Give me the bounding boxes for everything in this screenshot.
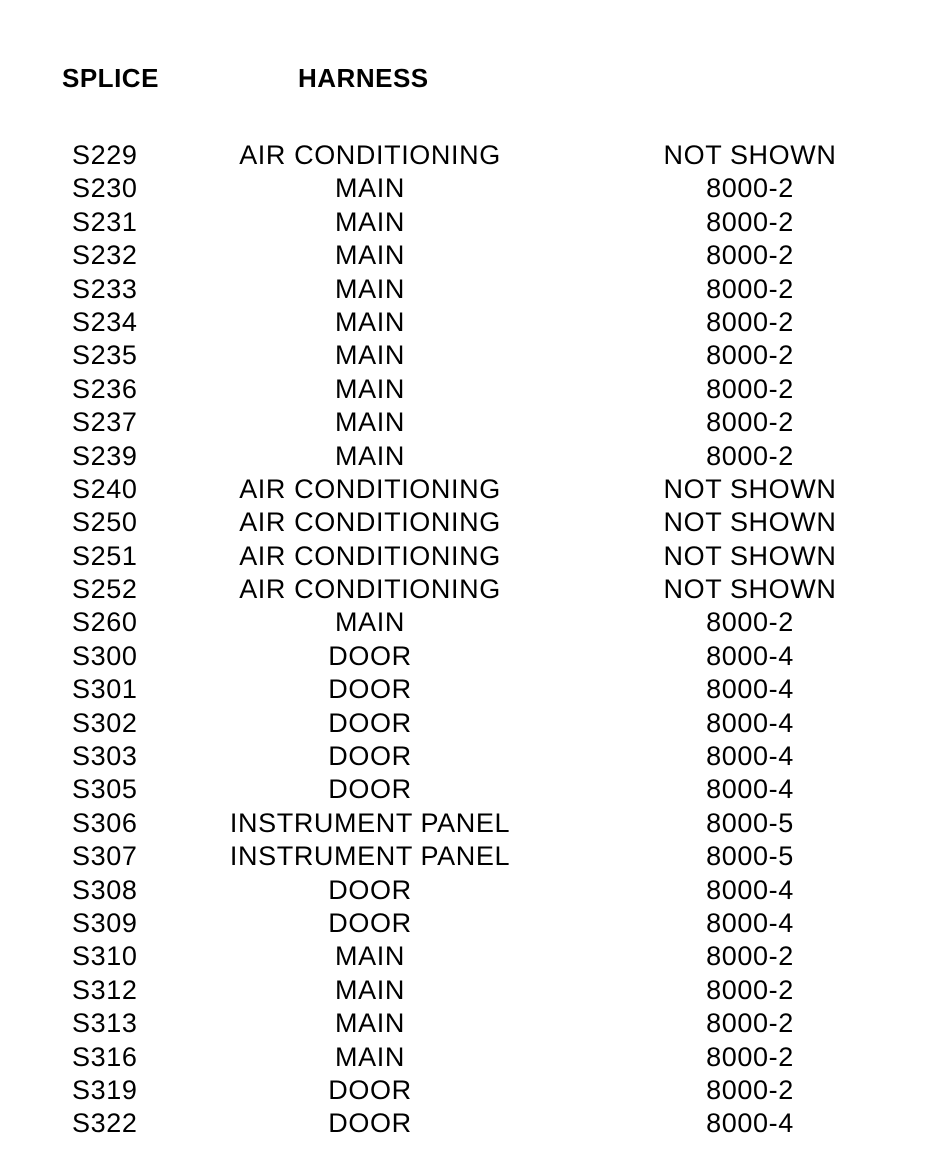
table-row: [0, 373, 928, 406]
harness-cell: DOOR: [328, 1074, 412, 1105]
harness-cell: MAIN: [335, 306, 405, 337]
figure-cell: 8000-4: [706, 774, 794, 805]
splice-column-header: SPLICE: [62, 63, 159, 93]
harness-cell: MAIN: [335, 240, 405, 271]
figure-cell: 8000-2: [706, 1008, 794, 1039]
figure-cell: 8000-2: [706, 373, 794, 404]
table-row: [0, 239, 928, 272]
table-row: [0, 172, 928, 205]
splice-cell: S301: [72, 674, 138, 705]
figure-cell: 8000-2: [706, 340, 794, 371]
figure-cell: 8000-2: [706, 173, 794, 204]
harness-cell: DOOR: [328, 674, 412, 705]
figure-cell: 8000-2: [706, 607, 794, 638]
splice-cell: S233: [72, 273, 138, 304]
harness-cell: AIR CONDITIONING: [239, 540, 501, 571]
harness-cell: MAIN: [335, 1041, 405, 1072]
table-row: [0, 440, 928, 473]
figure-cell: 8000-2: [706, 1074, 794, 1105]
splice-cell: S240: [72, 473, 138, 504]
splice-cell: S231: [72, 206, 138, 237]
table-row: [0, 1107, 928, 1140]
harness-cell: DOOR: [328, 707, 412, 738]
table-row: [0, 506, 928, 539]
table-row: [0, 306, 928, 339]
splice-cell: S230: [72, 173, 138, 204]
table-row: [0, 339, 928, 372]
harness-cell: MAIN: [335, 974, 405, 1005]
harness-cell: MAIN: [335, 407, 405, 438]
harness-column-header: HARNESS: [298, 63, 429, 93]
harness-cell: MAIN: [335, 206, 405, 237]
figure-cell: 8000-2: [706, 306, 794, 337]
harness-cell: DOOR: [328, 874, 412, 905]
splice-cell: S306: [72, 807, 138, 838]
splice-cell: S239: [72, 440, 138, 471]
table-row: [0, 773, 928, 806]
figure-cell: NOT SHOWN: [663, 473, 837, 504]
harness-cell: AIR CONDITIONING: [239, 574, 501, 605]
table-row: [0, 974, 928, 1007]
splice-cell: S309: [72, 907, 138, 938]
splice-cell: S250: [72, 507, 138, 538]
splice-table: [0, 139, 928, 1141]
splice-cell: S303: [72, 741, 138, 772]
figure-cell: 8000-4: [706, 707, 794, 738]
splice-cell: S312: [72, 974, 138, 1005]
splice-cell: S308: [72, 874, 138, 905]
harness-cell: DOOR: [328, 640, 412, 671]
harness-cell: MAIN: [335, 941, 405, 972]
harness-cell: INSTRUMENT PANEL: [229, 807, 511, 838]
harness-cell: MAIN: [335, 1008, 405, 1039]
harness-cell: AIR CONDITIONING: [239, 507, 501, 538]
splice-cell: S232: [72, 240, 138, 271]
table-row: [0, 740, 928, 773]
splice-cell: S316: [72, 1041, 138, 1072]
splice-cell: S302: [72, 707, 138, 738]
figure-cell: 8000-2: [706, 206, 794, 237]
table-row: [0, 139, 928, 172]
figure-cell: 8000-4: [706, 907, 794, 938]
figure-cell: 8000-2: [706, 273, 794, 304]
figure-cell: 8000-2: [706, 974, 794, 1005]
table-row: [0, 840, 928, 873]
table-row: [0, 540, 928, 573]
figure-cell: 8000-4: [706, 874, 794, 905]
splice-cell: S322: [72, 1108, 138, 1139]
splice-cell: S252: [72, 574, 138, 605]
splice-cell: S236: [72, 373, 138, 404]
table-row: [0, 807, 928, 840]
harness-cell: MAIN: [335, 173, 405, 204]
table-row: [0, 907, 928, 940]
figure-cell: 8000-2: [706, 1041, 794, 1072]
table-row: [0, 1041, 928, 1074]
table-row: [0, 406, 928, 439]
splice-cell: S319: [72, 1074, 138, 1105]
figure-cell: NOT SHOWN: [663, 540, 837, 571]
figure-cell: 8000-2: [706, 240, 794, 271]
figure-cell: 8000-5: [706, 807, 794, 838]
splice-cell: S234: [72, 306, 138, 337]
figure-cell: 8000-4: [706, 741, 794, 772]
splice-cell: S300: [72, 640, 138, 671]
figure-cell: 8000-2: [706, 407, 794, 438]
splice-cell: S307: [72, 841, 138, 872]
figure-cell: NOT SHOWN: [663, 574, 837, 605]
figure-cell: 8000-2: [706, 941, 794, 972]
figure-cell: 8000-4: [706, 640, 794, 671]
splice-cell: S229: [72, 140, 138, 170]
table-row: [0, 640, 928, 673]
table-row: [0, 874, 928, 907]
harness-cell: DOOR: [328, 774, 412, 805]
harness-cell: MAIN: [335, 607, 405, 638]
table-row: [0, 1074, 928, 1107]
table-row: [0, 673, 928, 706]
figure-cell: NOT SHOWN: [663, 507, 837, 538]
table-row: [0, 606, 928, 639]
splice-cell: S260: [72, 607, 138, 638]
harness-cell: MAIN: [335, 340, 405, 371]
figure-cell: 8000-2: [706, 440, 794, 471]
table-row: [0, 707, 928, 740]
figure-cell: NOT SHOWN: [663, 140, 837, 170]
table-row: [0, 573, 928, 606]
harness-cell: MAIN: [335, 373, 405, 404]
harness-cell: AIR CONDITIONING: [239, 140, 501, 170]
figure-cell: 8000-4: [706, 674, 794, 705]
figure-cell: 8000-4: [706, 1108, 794, 1139]
figure-cell: 8000-5: [706, 841, 794, 872]
splice-cell: S310: [72, 941, 138, 972]
table-row: [0, 273, 928, 306]
harness-cell: MAIN: [335, 273, 405, 304]
table-row: [0, 206, 928, 239]
splice-cell: S305: [72, 774, 138, 805]
table-row: [0, 473, 928, 506]
splice-cell: S313: [72, 1008, 138, 1039]
splice-cell: S237: [72, 407, 138, 438]
splice-cell: S251: [72, 540, 138, 571]
harness-cell: DOOR: [328, 741, 412, 772]
harness-cell: MAIN: [335, 440, 405, 471]
table-row: [0, 1007, 928, 1040]
splice-cell: S235: [72, 340, 138, 371]
harness-cell: DOOR: [328, 1108, 412, 1139]
harness-cell: DOOR: [328, 907, 412, 938]
harness-cell: INSTRUMENT PANEL: [229, 841, 511, 872]
harness-cell: AIR CONDITIONING: [239, 473, 501, 504]
table-row: [0, 940, 928, 973]
